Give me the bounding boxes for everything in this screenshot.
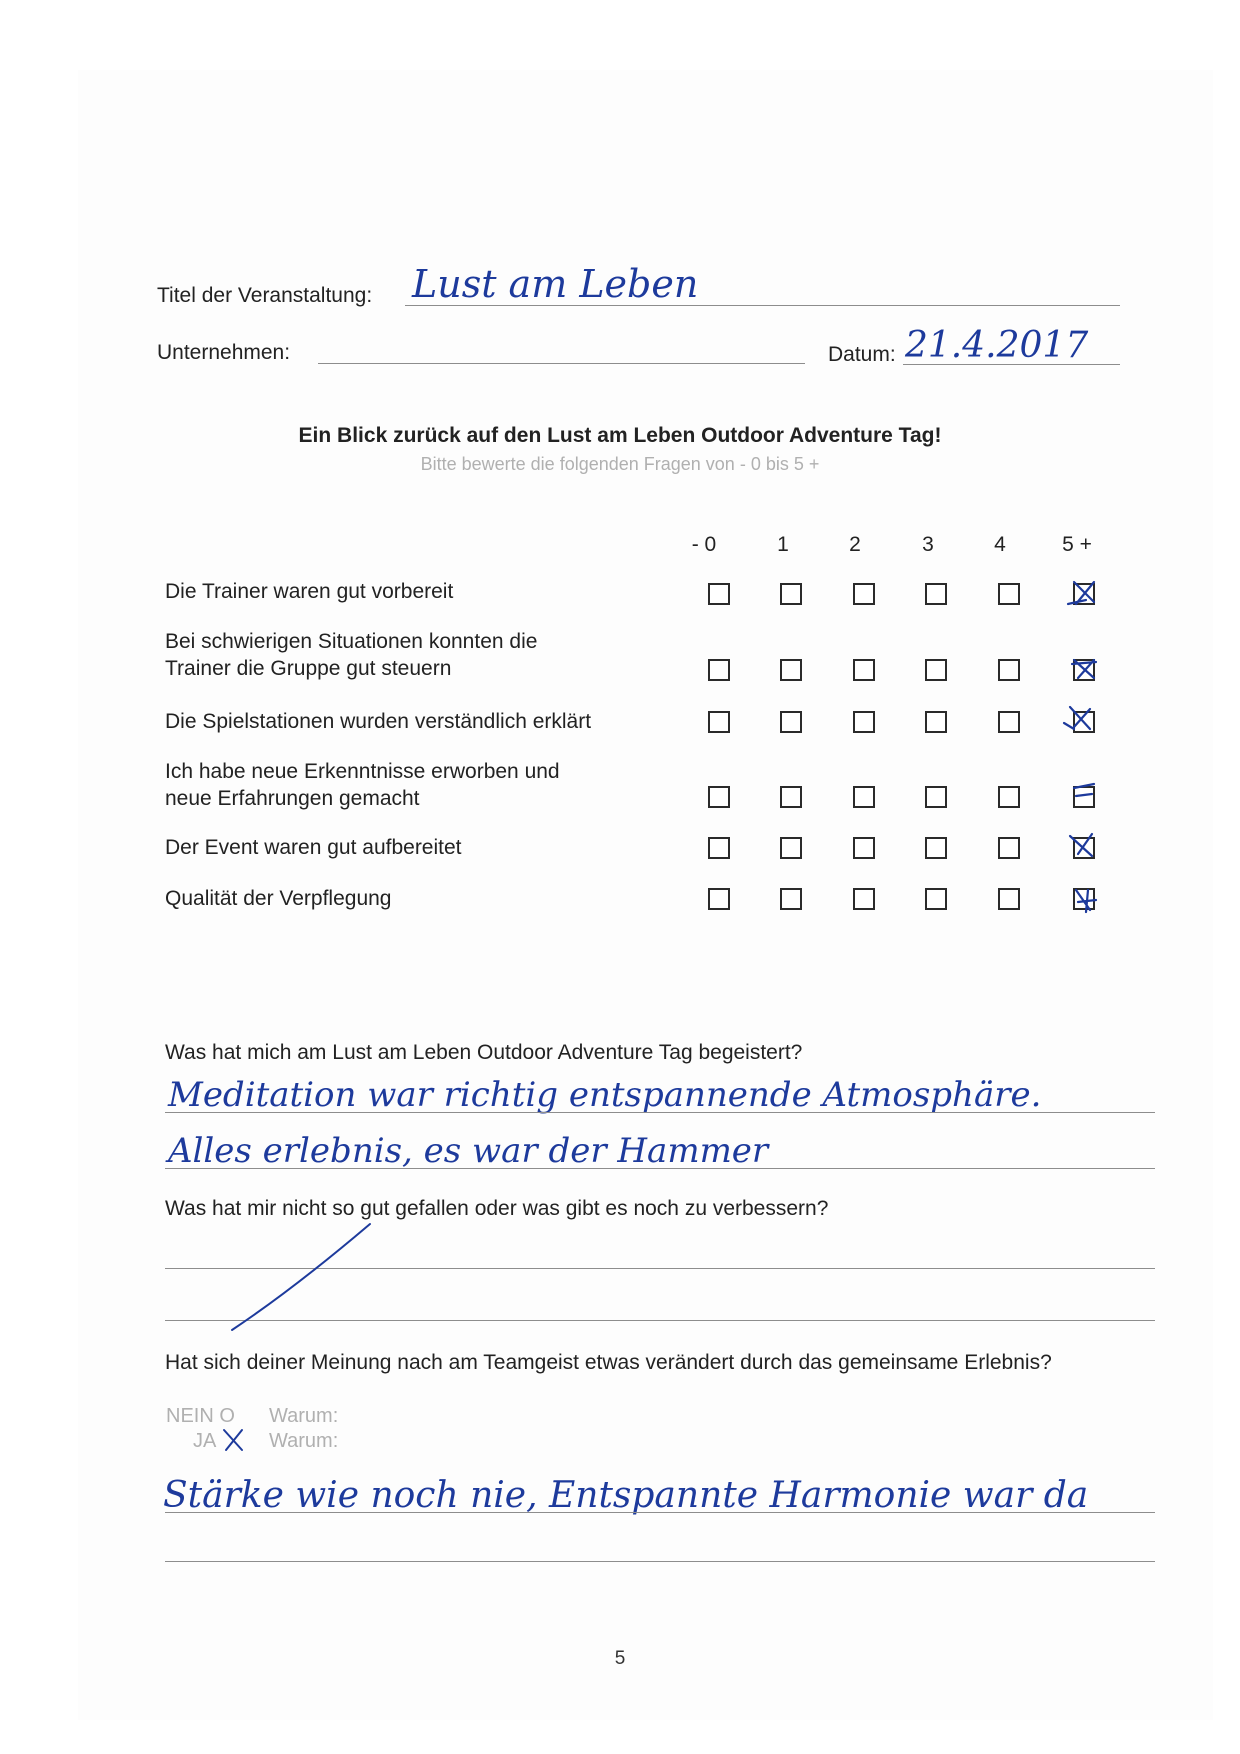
question-1-text: Die Trainer waren gut vorbereit: [165, 580, 454, 603]
question-4-option-4[interactable]: [998, 786, 1020, 808]
option-yes-label[interactable]: JA: [193, 1430, 217, 1452]
question-1-checkmark: [1064, 578, 1098, 608]
question-3-option-3[interactable]: [925, 711, 947, 733]
scale-label-1: 1: [777, 533, 789, 556]
question-4-text: Ich habe neue Erkenntnisse erworben und neue Erfahrungen gemacht: [165, 760, 560, 810]
company-label: Unternehmen:: [157, 341, 291, 364]
question-1-option-minus0[interactable]: [708, 583, 730, 605]
question-2-text: Bei schwierigen Situationen konnten die Trainer die Gruppe gut steuern: [165, 630, 538, 680]
question-6-option-minus0[interactable]: [708, 888, 730, 910]
scale-label-3: 3: [922, 533, 934, 556]
question-1-option-2[interactable]: [853, 583, 875, 605]
question-2-option-2[interactable]: [853, 659, 875, 681]
intro-heading: Ein Blick zurück auf den Lust am Leben Outdoor Adventure Tag!: [298, 424, 942, 447]
question-4-option-1[interactable]: [780, 786, 802, 808]
intro-subheading: Bitte bewerte die folgenden Fragen von - 0 bis 5 +: [420, 454, 820, 474]
open-question-1-answer-line2: Alles erlebnis, es war der Hammer: [168, 1131, 769, 1171]
question-5-option-3[interactable]: [925, 837, 947, 859]
date-handwritten: 21.4.2017: [905, 325, 1089, 366]
question-5-option-2[interactable]: [853, 837, 875, 859]
option-no-why-label: Warum:: [269, 1405, 339, 1427]
question-3-option-4[interactable]: [998, 711, 1020, 733]
option-yes-checkmark: [220, 1424, 254, 1454]
open-question-3-line2: [165, 1561, 1155, 1562]
question-6-text: Qualität der Verpflegung: [165, 887, 392, 910]
question-2-option-4[interactable]: [998, 659, 1020, 681]
option-no-label[interactable]: NEIN O: [166, 1405, 235, 1427]
question-2-option-3[interactable]: [925, 659, 947, 681]
question-2-option-1[interactable]: [780, 659, 802, 681]
event-title-line: [405, 305, 1120, 306]
scale-label-5plus: 5 +: [1062, 533, 1092, 556]
question-2-option-minus0[interactable]: [708, 659, 730, 681]
open-question-2-text: Was hat mir nicht so gut gefallen oder was gibt es noch zu verbessern?: [165, 1197, 829, 1220]
scale-label-4: 4: [994, 533, 1006, 556]
open-question-3-text: Hat sich deiner Meinung nach am Teamgeist etwas verändert durch das gemeinsame Erlebnis?: [165, 1351, 1052, 1374]
intro: [0, 424, 1240, 475]
question-6-option-3[interactable]: [925, 888, 947, 910]
date-label: Datum:: [828, 343, 896, 366]
question-6-option-2[interactable]: [853, 888, 875, 910]
question-4-checkmark: [1066, 780, 1100, 810]
open-question-2-strike-mark: [220, 1218, 380, 1338]
question-5-option-minus0[interactable]: [708, 837, 730, 859]
option-yes-why-label: Warum:: [269, 1430, 339, 1452]
question-1-option-1[interactable]: [780, 583, 802, 605]
question-4-option-3[interactable]: [925, 786, 947, 808]
question-5-option-4[interactable]: [998, 837, 1020, 859]
question-3-option-1[interactable]: [780, 711, 802, 733]
question-6-option-1[interactable]: [780, 888, 802, 910]
question-3-checkmark: [1060, 703, 1094, 733]
event-title-handwritten: Lust am Leben: [412, 262, 699, 306]
question-3-option-2[interactable]: [853, 711, 875, 733]
question-6-checkmark: [1066, 884, 1100, 914]
question-1-option-4[interactable]: [998, 583, 1020, 605]
company-line: [318, 363, 805, 364]
scale-label-2: 2: [849, 533, 861, 556]
open-question-3-line1: [165, 1512, 1155, 1513]
question-2-checkmark: [1066, 654, 1100, 684]
open-question-1-line2: [165, 1168, 1155, 1169]
question-4-option-minus0[interactable]: [708, 786, 730, 808]
open-question-3-answer: Stärke wie noch nie, Entspannte Harmonie war da: [163, 1475, 1089, 1516]
question-4-option-2[interactable]: [853, 786, 875, 808]
open-question-1-line1: [165, 1112, 1155, 1113]
question-5-text: Der Event waren gut aufbereitet: [165, 836, 462, 859]
open-question-1-text: Was hat mich am Lust am Leben Outdoor Adventure Tag begeistert?: [165, 1041, 803, 1064]
question-5-option-1[interactable]: [780, 837, 802, 859]
scale-label-minus0: - 0: [691, 533, 717, 556]
page-number: 5: [614, 1648, 626, 1669]
question-6-option-4[interactable]: [998, 888, 1020, 910]
question-3-text: Die Spielstationen wurden verständlich erklärt: [165, 710, 592, 733]
date-line: [903, 364, 1120, 365]
question-5-checkmark: [1064, 830, 1098, 860]
event-title-label: Titel der Veranstaltung:: [157, 284, 373, 307]
open-question-1-answer-line1: Meditation war richtig entspannende Atmosphäre.: [168, 1075, 1042, 1115]
question-1-option-3[interactable]: [925, 583, 947, 605]
question-3-option-minus0[interactable]: [708, 711, 730, 733]
